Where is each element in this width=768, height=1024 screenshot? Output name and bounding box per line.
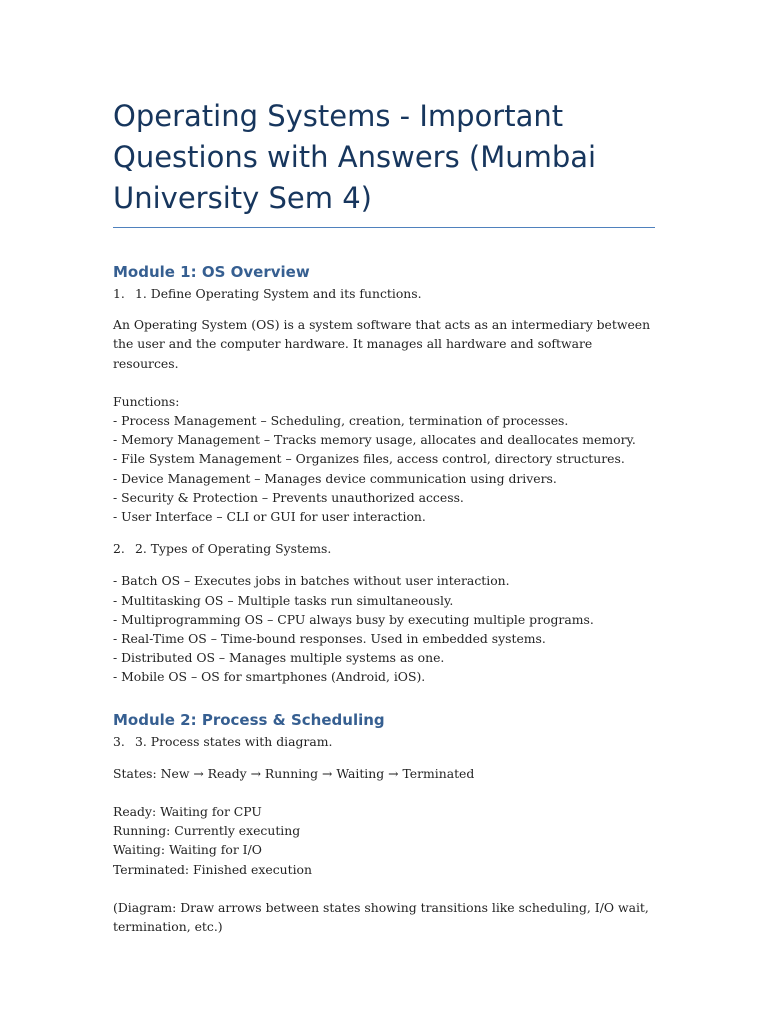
question-number: 1. [113, 286, 125, 301]
answer-paragraph: (Diagram: Draw arrows between states showing transitions like scheduling, I/O wait, termination, etc.) [113, 899, 649, 935]
answer-list: - Batch OS – Executes jobs in batches without user interaction. - Multitasking OS – Multiple tasks run simultaneously. - Multiprogramming OS – CPU always busy by executing multiple programs. - Real-Time OS – Time-bound responses. Used in embedded systems. - Distributed OS – Manages multiple systems as one. - Mobile OS – OS for smartphones (Android, iOS). [113, 573, 594, 685]
document-page [113, 96, 655, 936]
question-text: 3. Process states with diagram. [135, 733, 333, 749]
answer-list: Functions: - Process Management – Scheduling, creation, termination of processes. - Memory Management – Tracks memory usage, allocates and deallocates memory. - File System Management – Organizes files, access control, directory structures. - Device Management – Manages device communication using drivers. - Security & Protection – Prevents unauthorized access. - User Interface – CLI or GUI for user interaction. [113, 393, 636, 525]
question-text: 1. Define Operating System and its functions. [135, 286, 422, 301]
question-1 [113, 284, 655, 303]
question-text: 2. Types of Operating Systems. [135, 541, 332, 557]
question-3 [113, 732, 655, 751]
module-heading-2: Module 2: Process & Scheduling [113, 710, 385, 729]
answer-paragraph: An Operating System (OS) is a system software that acts as an intermediary between the user and the computer hardware. It manages all hardware and software resources. [113, 317, 651, 371]
question-number: 2. [113, 541, 125, 557]
question-number: 3. [113, 733, 125, 749]
module-heading-1: Module 1: OS Overview [113, 263, 310, 281]
document-title: Operating Systems - Important Questions with Answers (Mumbai University Sem 4) [113, 96, 655, 228]
answer-paragraph: States: New → Ready → Running → Waiting → Terminated [113, 765, 475, 781]
answer-list: Ready: Waiting for CPU Running: Currently executing Waiting: Waiting for I/O Terminated: Finished execution [113, 804, 312, 877]
question-2 [113, 539, 655, 558]
